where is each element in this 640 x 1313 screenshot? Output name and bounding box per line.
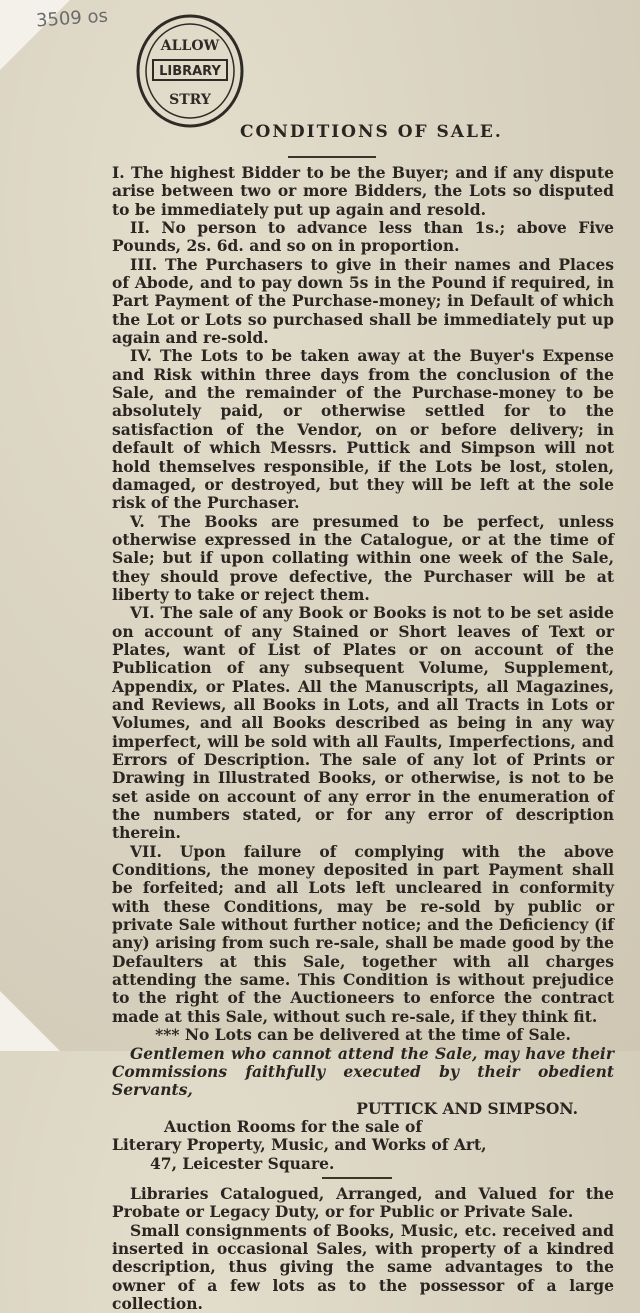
title-rule (288, 156, 376, 158)
libraries-paragraph: Libraries Catalogued, Arranged, and Valued for the Probate or Legacy Duty, or for Public or Private Sale. (112, 1183, 614, 1222)
address-line-1: Auction Rooms for the sale of (164, 1116, 423, 1136)
small-consignments-paragraph: Small consignments of Books, Music, etc. received and inserted in occasional Sales, with property of a kindred description, thus giving the same advantages to the owner of a few lots as to the possessor of a large collection. (112, 1220, 614, 1313)
condition-2: II. No person to advance less than 1s.; above Five Pounds, 2s. 6d. and so on in proportion. (112, 218, 614, 256)
page-corner-bottom-left (0, 991, 60, 1051)
condition-3: III. The Purchasers to give in their names and Places of Abode, and to pay down 5s in the Pound if required, in Part Payment of the Purchase-money; in Default of which the Lot or Lots so purchased shall be immediately put up again and re-sold. (112, 254, 614, 348)
page-title: CONDITIONS OF SALE. (240, 122, 503, 142)
address-line-2: Literary Property, Music, and Works of Art, (112, 1135, 487, 1155)
condition-1: I. The highest Bidder to be the Buyer; and if any dispute arise between two or more Bidders, the Lots so disputed to be immediately put up again and resold. (112, 163, 614, 219)
stamp-top-text: ALLOW (160, 38, 220, 54)
condition-4: IV. The Lots to be taken away at the Buyer's Expense and Risk within three days from the conclusion of the Sale, and the remainder of the Purchase-money to be absolutely paid, or otherwise settled for to the satisfaction of the Vendor, on or before delivery; in default of which Messrs. Puttick and Simpson will not hold themselves responsible, if the Lots be lost, stolen, damaged, or destroyed, but they will be left at the sole risk of the Purchaser. (112, 346, 614, 513)
commissions-note (112, 1045, 614, 1100)
signature: PUTTICK AND SIMPSON. (356, 1098, 578, 1118)
library-stamp (135, 14, 245, 129)
delivery-notice: *** No Lots can be delivered at the time of Sale. (155, 1025, 571, 1045)
address-line-3: 47, Leicester Square. (150, 1153, 335, 1173)
condition-6: VI. The sale of any Book or Books is not to be set aside on account of any Stained or Short leaves of Text or Plates, want of List of Plates or on account of the Publication of any subsequent Volume, Supplement, Appendix, or Plates. All the Manuscripts, all Magazines, and Reviews, all Books in Lots, and all Tracts in Lots or Volumes, and all Books described as being in any way imperfect, will be sold with all Faults, Imperfections, and Errors of Description. The sale of any lot of Prints or Drawing in Illustrated Books, or otherwise, is not to be set aside on account of any error in the enumeration of the numbers stated, or for any error of description therein. (112, 603, 614, 843)
address-rule (322, 1177, 392, 1179)
condition-5: V. The Books are presumed to be perfect, unless otherwise expressed in the Catalogue, or at the time of Sale; but if upon collating within one week of the Sale, they should prove defective, the Purchaser will be at liberty to take or reject them. (112, 511, 614, 604)
commissions-note-text: Gentlemen who cannot attend the Sale, may have their Commissions faithfully executed by their obedient Servants, (112, 1043, 614, 1100)
stamp-middle-text: LIBRARY (159, 64, 221, 79)
condition-7: VII. Upon failure of complying with the above Conditions, the money deposited in part Payment shall be forfeited; and all Lots left uncleared in conformity with these Conditions, may be re-sold by public or private Sale without further notice; and the Deficiency (if any) arising from such re-sale, shall be made good by the Defaulters at this Sale, together with all charges attending the same. This Condition is without prejudice to the right of the Auctioneers to enforce the contract made at this Sale, without such re-sale, if they think fit. (112, 841, 614, 1026)
conditions-text (112, 164, 614, 1313)
pencil-note: 3509 os (35, 5, 109, 32)
stamp-bottom-text: STRY (169, 92, 211, 108)
